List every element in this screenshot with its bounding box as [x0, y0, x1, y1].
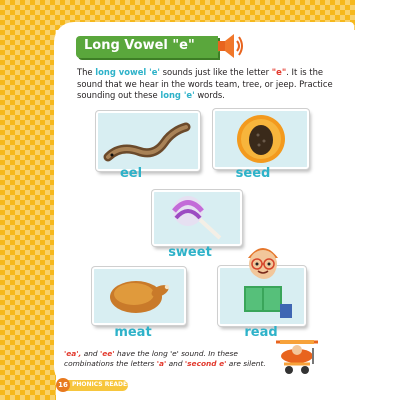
page-title: Long Vowel "e" — [84, 38, 195, 53]
intro-text: . It is the sound that we hear in the words team, tree, or jeep. Practice sounding out these — [77, 67, 333, 100]
lollipop-picture — [154, 192, 240, 244]
intro-highlight: "e" — [271, 67, 287, 77]
intro-paragraph — [77, 67, 349, 102]
footer-note — [64, 349, 274, 369]
note-highlight: 'a' — [156, 359, 167, 368]
boy-head-illustration — [240, 240, 286, 280]
word-seed: seed — [235, 166, 271, 181]
seed-card — [213, 109, 309, 169]
intro-text: sounds just like the letter — [159, 67, 272, 77]
intro-text: words. — [194, 90, 225, 100]
note-highlight: 'ea', — [64, 349, 82, 358]
roast-chicken-picture — [94, 269, 184, 323]
word-meat: meat — [114, 325, 152, 340]
intro-text: The — [77, 67, 96, 77]
intro-highlight: long vowel 'e' — [95, 67, 160, 77]
sweet-card — [152, 190, 242, 246]
intro-highlight: long 'e' — [160, 90, 195, 100]
note-text: have the long 'e' sound. In these combinations the letters — [64, 349, 238, 368]
note-highlight: 'second e' — [184, 359, 227, 368]
checkered-frame-left — [0, 0, 56, 400]
note-text: and — [166, 359, 185, 368]
word-read: read — [244, 325, 278, 340]
meat-card — [92, 267, 186, 325]
note-text: are silent. — [226, 359, 266, 368]
airplane-illustration — [270, 336, 324, 380]
speaker-icon[interactable] — [214, 31, 246, 61]
word-eel: eel — [119, 166, 143, 181]
note-highlight: 'ee' — [99, 349, 115, 358]
page-number: 16 — [56, 378, 70, 392]
word-sweet: sweet — [168, 245, 212, 260]
book-label: PHONICS READER — [72, 381, 132, 388]
eel-card — [96, 111, 200, 171]
page-margin-right — [355, 0, 400, 400]
note-text: and — [81, 349, 100, 358]
papaya-picture — [215, 111, 307, 167]
eel-picture — [98, 113, 198, 169]
